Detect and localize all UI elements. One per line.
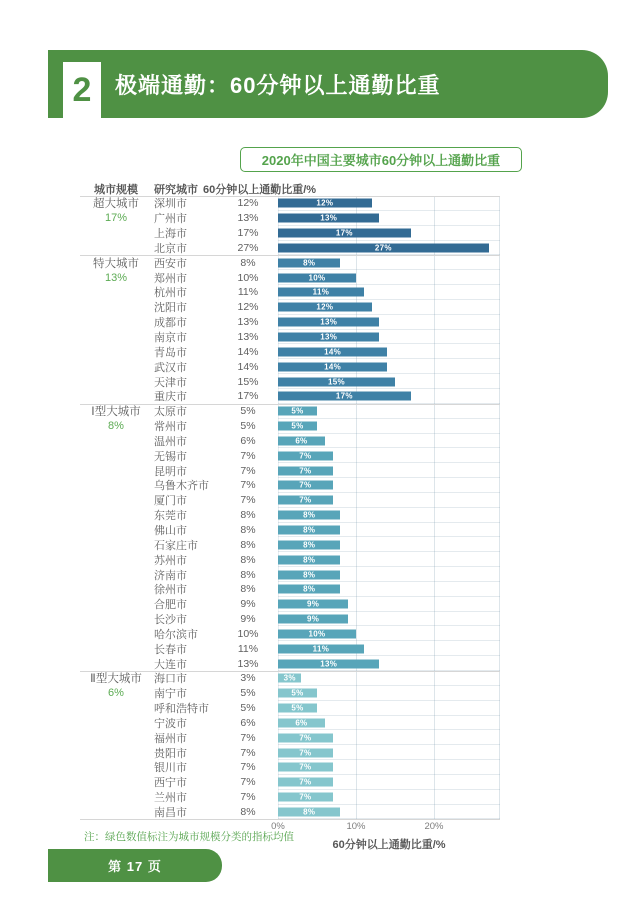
- group-name: 特大城市: [93, 257, 139, 270]
- group-name: Ⅱ型大城市: [90, 673, 142, 686]
- bar-label: 8%: [303, 570, 316, 580]
- column-header-rest: [152, 181, 316, 197]
- value-bar: [278, 451, 333, 460]
- table-row: [80, 344, 500, 359]
- city-value: 7%: [240, 761, 256, 774]
- table-row: [80, 255, 500, 270]
- bar-label: 7%: [299, 792, 312, 802]
- bar-label: 7%: [299, 480, 312, 490]
- city-value: 8%: [240, 583, 256, 596]
- table-row: [80, 671, 500, 686]
- city-name: 哈尔滨市: [154, 628, 198, 641]
- plot-cell: [278, 626, 500, 641]
- value-bar: [278, 333, 379, 342]
- plot-cell: [278, 656, 500, 671]
- value-bar: [278, 555, 340, 564]
- group-mean-value: 8%: [108, 420, 124, 433]
- city-value: 11%: [237, 286, 259, 299]
- city-value: 13%: [237, 212, 259, 225]
- city-name: 贵阳市: [154, 747, 187, 760]
- plot-cell: [278, 671, 500, 686]
- city-name: 成都市: [154, 317, 187, 330]
- city-value: 17%: [237, 390, 259, 403]
- city-value: 8%: [240, 553, 256, 566]
- bar-label: 5%: [291, 406, 304, 416]
- value-bar: [278, 540, 340, 549]
- plot-cell: [278, 374, 500, 389]
- bar-label: 12%: [316, 302, 334, 312]
- city-name: 佛山市: [154, 524, 187, 537]
- value-bar: [278, 214, 379, 223]
- city-name: 合肥市: [154, 599, 187, 612]
- commute-table: [80, 181, 500, 820]
- city-value: 12%: [237, 197, 259, 210]
- plot-cell: [278, 701, 500, 716]
- bar-label: 7%: [299, 495, 312, 505]
- table-row: [80, 211, 500, 226]
- plot-cell: [278, 641, 500, 656]
- value-bar: [278, 763, 333, 772]
- bar-label: 8%: [303, 807, 316, 817]
- plot-cell: [278, 805, 500, 820]
- city-name: 西宁市: [154, 777, 187, 790]
- column-header-scale: 城市规模: [94, 183, 138, 196]
- table-row: [80, 656, 500, 671]
- city-name: 兰州市: [154, 792, 187, 805]
- value-bar: [278, 511, 340, 520]
- city-value: 27%: [237, 241, 259, 254]
- value-bar: [278, 570, 340, 579]
- plot-cell: [278, 359, 500, 374]
- city-name: 银川市: [154, 762, 187, 775]
- value-bar: [278, 808, 340, 817]
- table-row: [80, 419, 500, 434]
- value-bar: [278, 496, 333, 505]
- group-mean-value: 17%: [104, 212, 128, 225]
- plot-cell: [278, 716, 500, 731]
- plot-cell: [278, 226, 500, 241]
- city-value: 13%: [237, 316, 259, 329]
- plot-cell: [278, 448, 500, 463]
- plot-cell: [278, 686, 500, 701]
- city-value: 9%: [240, 598, 256, 611]
- city-value: 7%: [240, 449, 256, 462]
- plot-cell: [278, 760, 500, 775]
- plot-cell: [278, 404, 500, 419]
- group-name: 超大城市: [93, 198, 139, 211]
- city-name: 广州市: [154, 213, 187, 226]
- value-bar: [278, 347, 387, 356]
- city-value: 17%: [237, 227, 259, 240]
- bar-label: 9%: [307, 614, 320, 624]
- value-bar: [278, 748, 333, 757]
- chart-rows: [80, 196, 500, 820]
- value-bar: [278, 362, 387, 371]
- plot-cell: [278, 597, 500, 612]
- city-value: 6%: [240, 434, 256, 447]
- city-value: 8%: [240, 806, 256, 819]
- city-name: 福州市: [154, 732, 187, 745]
- value-bar: [278, 704, 317, 713]
- city-name: 天津市: [154, 376, 187, 389]
- city-name: 乌鲁木齐市: [154, 480, 209, 493]
- plot-cell: [278, 330, 500, 345]
- bar-label: 8%: [303, 584, 316, 594]
- table-row: [80, 775, 500, 790]
- plot-cell: [278, 211, 500, 226]
- bar-label: 10%: [308, 629, 326, 639]
- city-name: 长春市: [154, 643, 187, 656]
- table-row: [80, 196, 500, 211]
- city-name: 杭州市: [154, 287, 187, 300]
- bar-label: 12%: [316, 198, 334, 208]
- plot-cell: [278, 478, 500, 493]
- city-name: 重庆市: [154, 391, 187, 404]
- plot-cell: [278, 463, 500, 478]
- city-name: 温州市: [154, 435, 187, 448]
- bar-label: 8%: [303, 540, 316, 550]
- table-row: [80, 597, 500, 612]
- value-bar: [278, 525, 340, 534]
- bar-label: 5%: [291, 688, 304, 698]
- bar-label: 8%: [303, 510, 316, 520]
- value-bar: [278, 288, 364, 297]
- city-value: 3%: [240, 672, 256, 685]
- value-bar: [278, 318, 379, 327]
- bar-label: 13%: [320, 213, 338, 223]
- table-row: [80, 626, 500, 641]
- x-axis-ticks: [271, 821, 500, 833]
- table-row: [80, 241, 500, 256]
- page-number-label: 第 17 页: [108, 859, 162, 874]
- bar-label: 13%: [320, 317, 338, 327]
- table-row: [80, 404, 500, 419]
- bar-label: 8%: [303, 555, 316, 565]
- bar-label: 7%: [299, 762, 312, 772]
- table-row: [80, 448, 500, 463]
- bar-label: 7%: [299, 777, 312, 787]
- city-name: 深圳市: [154, 198, 187, 211]
- city-value: 15%: [237, 375, 259, 388]
- city-name: 大连市: [154, 658, 187, 671]
- bar-label: 14%: [324, 362, 342, 372]
- city-value: 11%: [237, 642, 259, 655]
- city-name: 济南市: [154, 569, 187, 582]
- bar-label: 11%: [312, 644, 330, 654]
- table-row: [80, 716, 500, 731]
- value-bar: [278, 733, 333, 742]
- city-name: 北京市: [154, 242, 187, 255]
- city-value: 8%: [240, 256, 256, 269]
- plot-cell: [278, 255, 500, 270]
- column-header-metric: 60分钟以上通勤比重/%: [203, 183, 317, 196]
- city-name: 南京市: [154, 332, 187, 345]
- section-number-box: [63, 62, 101, 118]
- plot-cell: [278, 775, 500, 790]
- city-value: 13%: [237, 657, 259, 670]
- plot-cell: [278, 552, 500, 567]
- table-row: [80, 478, 500, 493]
- value-bar: [278, 629, 356, 638]
- value-bar: [278, 258, 340, 267]
- plot-cell: [278, 612, 500, 627]
- bar-label: 7%: [299, 451, 312, 461]
- value-bar: [278, 644, 364, 653]
- group-mean-value: 6%: [108, 687, 124, 700]
- plot-cell: [278, 241, 500, 256]
- table-row: [80, 745, 500, 760]
- table-row: [80, 790, 500, 805]
- city-name: 徐州市: [154, 584, 187, 597]
- bar-label: 7%: [299, 748, 312, 758]
- value-bar: [278, 422, 317, 431]
- plot-cell: [278, 196, 500, 211]
- value-bar: [278, 689, 317, 698]
- footnote: 注：绿色数值标注为城市规模分类的指标均值: [84, 831, 294, 843]
- city-name: 苏州市: [154, 554, 187, 567]
- table-row: [80, 374, 500, 389]
- table-row: [80, 760, 500, 775]
- city-name: 石家庄市: [154, 539, 198, 552]
- plot-cell: [278, 285, 500, 300]
- value-bar: [278, 778, 333, 787]
- value-bar: [278, 243, 489, 252]
- table-row: [80, 686, 500, 701]
- value-bar: [278, 229, 411, 238]
- city-name: 常州市: [154, 421, 187, 434]
- bar-label: 3%: [283, 673, 296, 683]
- table-row: [80, 434, 500, 449]
- value-bar: [278, 600, 348, 609]
- table-row: [80, 805, 500, 820]
- bar-label: 9%: [307, 599, 320, 609]
- plot-cell: [278, 730, 500, 745]
- plot-cell: [278, 567, 500, 582]
- table-row: [80, 508, 500, 523]
- group-mean-value: 13%: [104, 271, 128, 284]
- value-bar: [278, 659, 379, 668]
- city-name: 呼和浩特市: [154, 703, 209, 716]
- city-value: 8%: [240, 523, 256, 536]
- group-name: Ⅰ型大城市: [91, 406, 141, 419]
- value-bar: [278, 585, 340, 594]
- table-row: [80, 701, 500, 716]
- plot-cell: [278, 270, 500, 285]
- city-value: 7%: [240, 746, 256, 759]
- bar-label: 15%: [328, 377, 345, 387]
- value-bar: [278, 273, 356, 282]
- bar-label: 13%: [320, 332, 338, 342]
- value-bar: [278, 407, 317, 416]
- value-bar: [278, 674, 301, 683]
- city-value: 7%: [240, 731, 256, 744]
- x-axis-tick-label: 20%: [424, 821, 444, 832]
- value-bar: [278, 793, 333, 802]
- city-name: 昆明市: [154, 465, 187, 478]
- city-value: 5%: [240, 702, 256, 715]
- city-name: 郑州市: [154, 272, 187, 285]
- x-axis-title: 60分钟以上通勤比重/%: [332, 839, 446, 851]
- section-banner: [48, 50, 608, 118]
- plot-cell: [278, 315, 500, 330]
- city-name: 东莞市: [154, 510, 187, 523]
- city-value: 5%: [240, 687, 256, 700]
- city-name: 太原市: [154, 406, 187, 419]
- plot-cell: [278, 582, 500, 597]
- city-name: 宁波市: [154, 717, 187, 730]
- plot-cell: [278, 537, 500, 552]
- value-bar: [278, 466, 333, 475]
- table-row: [80, 285, 500, 300]
- bar-label: 17%: [335, 391, 353, 401]
- table-header-row: [80, 181, 500, 196]
- city-name: 长沙市: [154, 614, 187, 627]
- city-value: 7%: [240, 464, 256, 477]
- table-row: [80, 567, 500, 582]
- plot-cell: [278, 344, 500, 359]
- city-value: 8%: [240, 509, 256, 522]
- table-row: [80, 582, 500, 597]
- page-number-badge: [48, 849, 222, 882]
- value-bar: [278, 718, 325, 727]
- bar-label: 13%: [320, 659, 338, 669]
- city-value: 10%: [237, 271, 259, 284]
- city-value: 10%: [237, 627, 259, 640]
- table-row: [80, 730, 500, 745]
- table-row: [80, 537, 500, 552]
- value-bar: [278, 377, 395, 386]
- city-value: 13%: [237, 331, 259, 344]
- value-bar: [278, 392, 411, 401]
- table-row: [80, 389, 500, 404]
- plot-cell: [278, 419, 500, 434]
- city-value: 14%: [237, 345, 259, 358]
- city-value: 5%: [240, 420, 256, 433]
- table-row: [80, 523, 500, 538]
- bar-label: 17%: [335, 228, 353, 238]
- city-value: 7%: [240, 494, 256, 507]
- city-value: 8%: [240, 538, 256, 551]
- value-bar: [278, 615, 348, 624]
- city-value: 5%: [240, 405, 256, 418]
- city-name: 西安市: [154, 257, 187, 270]
- chart-title: 2020年中国主要城市60分钟以上通勤比重: [240, 147, 522, 172]
- table-row: [80, 359, 500, 374]
- x-axis-tick-label: 0%: [271, 821, 285, 832]
- city-name: 青岛市: [154, 346, 187, 359]
- bar-label: 8%: [303, 258, 316, 268]
- x-axis-tick-label: 10%: [346, 821, 366, 832]
- value-bar: [278, 436, 325, 445]
- table-row: [80, 493, 500, 508]
- plot-cell: [278, 745, 500, 760]
- table-row: [80, 612, 500, 627]
- city-value: 7%: [240, 479, 256, 492]
- bar-label: 14%: [324, 347, 342, 357]
- plot-cell: [278, 790, 500, 805]
- city-name: 武汉市: [154, 361, 187, 374]
- table-row: [80, 226, 500, 241]
- column-header-city: 研究城市: [154, 183, 198, 196]
- value-bar: [278, 481, 333, 490]
- city-value: 9%: [240, 613, 256, 626]
- city-name: 上海市: [154, 228, 187, 241]
- bar-label: 6%: [295, 718, 308, 728]
- bar-label: 11%: [312, 287, 330, 297]
- bar-label: 6%: [295, 436, 308, 446]
- bar-label: 5%: [291, 421, 304, 431]
- value-bar: [278, 199, 372, 208]
- plot-cell: [278, 493, 500, 508]
- page-title: 极端通勤：60分钟以上通勤比重: [115, 72, 441, 98]
- table-row: [80, 270, 500, 285]
- bar-label: 7%: [299, 733, 312, 743]
- table-row: [80, 552, 500, 567]
- city-name: 海口市: [154, 673, 187, 686]
- table-row: [80, 641, 500, 656]
- city-name: 厦门市: [154, 495, 187, 508]
- city-value: 14%: [237, 360, 259, 373]
- city-value: 7%: [240, 776, 256, 789]
- plot-cell: [278, 300, 500, 315]
- bar-label: 27%: [374, 243, 392, 253]
- city-name: 无锡市: [154, 450, 187, 463]
- bar-label: 10%: [308, 273, 326, 283]
- city-value: 6%: [240, 716, 256, 729]
- bar-label: 8%: [303, 525, 316, 535]
- plot-cell: [278, 508, 500, 523]
- city-name: 南昌市: [154, 807, 187, 820]
- city-name: 南宁市: [154, 688, 187, 701]
- table-row: [80, 315, 500, 330]
- city-name: 沈阳市: [154, 302, 187, 315]
- table-row: [80, 330, 500, 345]
- city-value: 7%: [240, 791, 256, 804]
- table-row: [80, 463, 500, 478]
- bar-label: 5%: [291, 703, 304, 713]
- section-number: 2: [72, 71, 92, 109]
- city-value: 8%: [240, 568, 256, 581]
- value-bar: [278, 303, 372, 312]
- bar-label: 7%: [299, 466, 312, 476]
- plot-cell: [278, 523, 500, 538]
- plot-cell: [278, 434, 500, 449]
- table-row: [80, 300, 500, 315]
- plot-cell: [278, 389, 500, 404]
- city-value: 12%: [237, 301, 259, 314]
